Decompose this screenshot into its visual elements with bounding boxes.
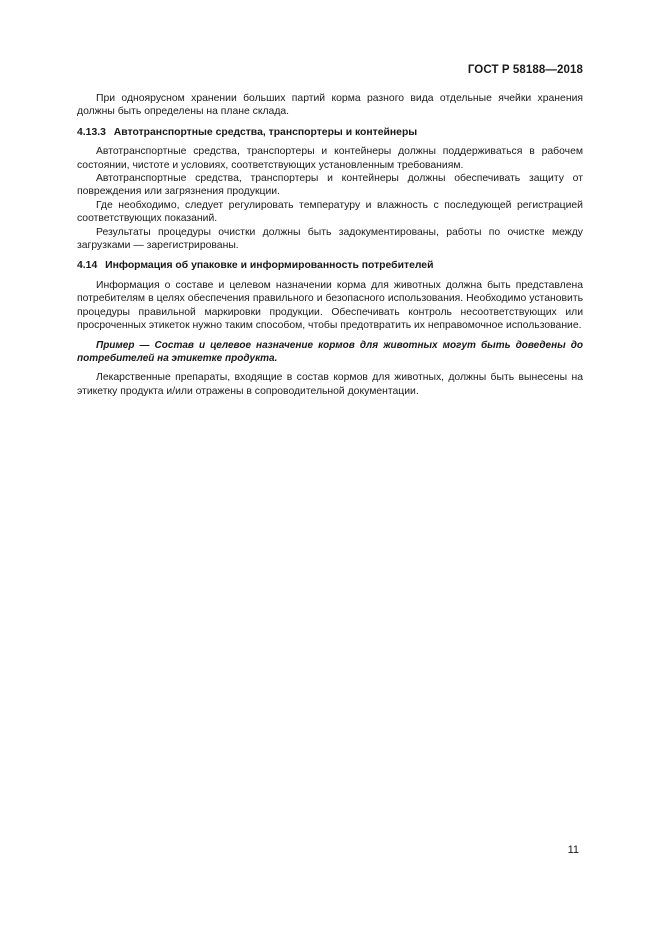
paragraph: Где необходимо, следует регулировать температуру и влажность с последующей регистрацией соответствующих показаний. bbox=[77, 199, 583, 225]
page-number: 11 bbox=[567, 844, 579, 856]
section-heading-4-13-3 bbox=[77, 126, 583, 139]
example-note: Пример — Состав и целевое назначение кормов для животных могут быть доведены до потребителей на этикетке продукта. bbox=[77, 339, 583, 364]
section-title: Автотранспортные средства, транспортеры и контейнеры bbox=[113, 126, 418, 138]
section-number: 4.13.3 bbox=[77, 126, 106, 138]
paragraph: Автотранспортные средства, транспортеры и контейнеры должны поддерживаться в рабочем состоянии, чистоте и условиях, соответствующих установленным требованиям. bbox=[77, 146, 583, 171]
section-number: 4.14 bbox=[77, 260, 98, 272]
paragraph: Автотранспортные средства, транспортеры и контейнеры должны обеспечивать защиту от повреждения или загрязнения продукции. bbox=[77, 173, 583, 198]
section-title: Информация об упаковке и информированность потребителей bbox=[105, 260, 434, 272]
paragraph: Лекарственные препараты, входящие в состав кормов для животных, должны быть вынесены на этикетку продукта и/или отражены в сопроводительной документации. bbox=[77, 372, 583, 397]
paragraph: Информация о составе и целевом назначении корма для животных должна быть представлена потребителям в целях обеспечения правильного и безопасного использования. Необходимо установить процедуры правильной маркировки продукции. Обеспечивать контроль несоответствующих или просроченных этикеток нужно таким способом, чтобы предотвратить их неправомочное использование. bbox=[77, 279, 583, 332]
intro-paragraph: При одноярусном хранении больших партий корма разного вида отдельные ячейки хранения должны быть определены на плане склада. bbox=[77, 93, 583, 118]
standard-code: ГОСТ Р 58188—2018 bbox=[467, 64, 583, 76]
paragraph: Результаты процедуры очистки должны быть задокументированы, работы по очистке между загрузками — зарегистрированы. bbox=[77, 226, 583, 252]
document-body bbox=[77, 92, 583, 398]
section-heading-4-14 bbox=[77, 259, 583, 272]
